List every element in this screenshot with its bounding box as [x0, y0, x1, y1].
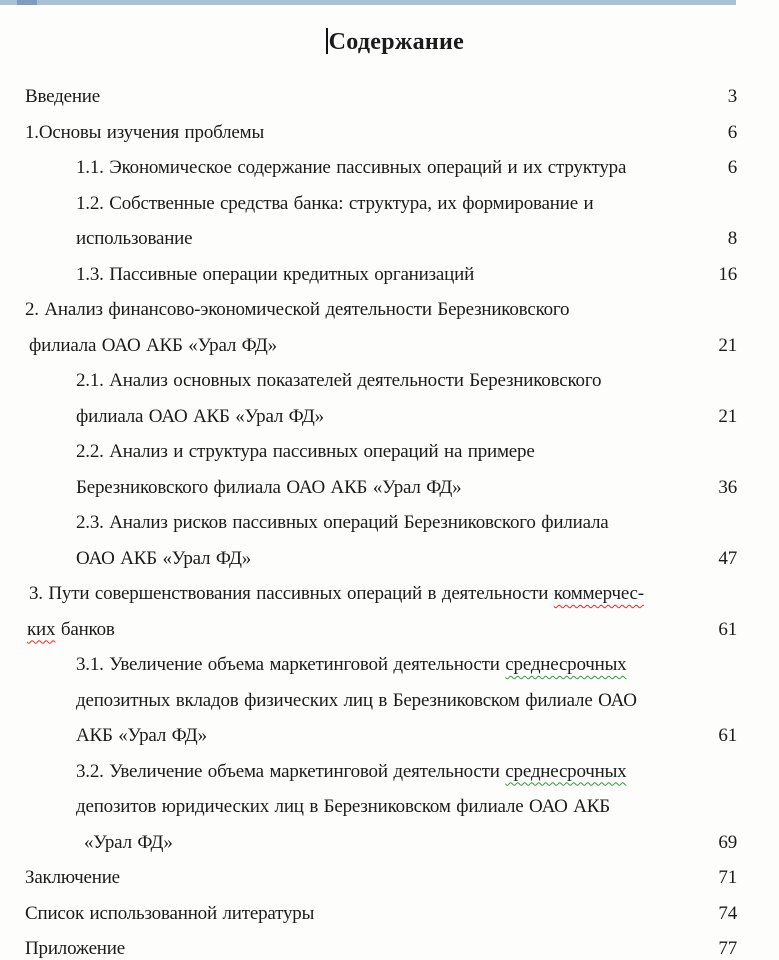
toc-line-text	[29, 583, 644, 604]
toc-line-text	[29, 335, 277, 356]
toc-line-text	[25, 867, 120, 888]
toc-line[interactable]	[0, 434, 779, 470]
toc-line[interactable]	[0, 647, 779, 683]
text-segment: «Урал ФД»	[84, 831, 173, 853]
toc-line[interactable]	[0, 754, 779, 790]
toc-line[interactable]	[0, 860, 779, 896]
text-segment: Березниковского филиала ОАО АКБ «Урал ФД»	[76, 476, 462, 498]
page-number: 71	[718, 867, 737, 888]
toc-line-text	[76, 228, 192, 249]
page-number: 6	[727, 121, 737, 143]
toc-line-text	[76, 796, 610, 817]
toc-line[interactable]	[0, 896, 779, 932]
text-segment: 3.2. Увеличение объема маркетинговой деятельности	[76, 760, 506, 782]
page-number: 47	[718, 547, 737, 569]
text-segment: 2.2. Анализ и структура пассивных операций на примере	[76, 441, 535, 462]
text-segment: использование	[76, 228, 193, 249]
text-segment: 2. Анализ финансово-экономической деятельности Березниковского	[25, 299, 570, 320]
toc-line-text	[25, 86, 100, 107]
toc-line-text	[76, 193, 593, 214]
page-number: 6	[727, 157, 737, 178]
toc-line[interactable]	[0, 576, 779, 612]
toc-line[interactable]	[0, 612, 779, 648]
text-segment: 1.2. Собственные средства банка: структура, их формирование и	[76, 192, 594, 214]
text-segment: ОАО АКБ «Урал ФД»	[76, 547, 252, 569]
page-number: 21	[718, 405, 737, 427]
toc-line[interactable]	[0, 683, 779, 719]
toc-line[interactable]	[0, 150, 779, 186]
toc-line[interactable]	[0, 931, 779, 960]
page-title: Содержание	[328, 29, 465, 55]
page-number: 77	[718, 938, 737, 959]
page-number: 61	[718, 618, 737, 640]
text-segment: филиала ОАО АКБ «Урал ФД»	[29, 334, 277, 356]
text-segment: банков	[55, 618, 115, 640]
text-segment: 1.Основы изучения проблемы	[25, 121, 265, 143]
toc-line[interactable]	[0, 363, 779, 399]
toc-line-text	[76, 761, 627, 782]
text-segment: 2.1. Анализ основных показателей деятельности Березниковского	[76, 370, 602, 391]
toc-line-text	[25, 299, 569, 320]
toc-line[interactable]	[0, 825, 779, 861]
spelling-squiggle-text: ких	[27, 618, 56, 640]
toc-line-text	[76, 264, 474, 285]
toc-line-text	[76, 406, 324, 427]
toc-line-text	[76, 157, 626, 178]
toc-line[interactable]	[0, 505, 779, 541]
document-title-row[interactable]	[0, 1, 779, 83]
page-number: 61	[718, 725, 737, 746]
toc-line[interactable]	[0, 328, 779, 364]
toc-list	[0, 79, 779, 960]
toc-line-text	[76, 512, 609, 533]
text-segment: 3.1. Увеличение объема маркетинговой деятельности	[76, 654, 506, 675]
text-segment: Заключение	[25, 867, 120, 888]
toc-line-text	[76, 370, 601, 391]
toc-line-text	[76, 690, 637, 711]
toc-line[interactable]	[0, 718, 779, 754]
toc-line-text	[76, 654, 627, 675]
toc-line-text	[76, 477, 461, 498]
grammar-squiggle-text: среднесрочных	[505, 760, 627, 782]
page-number: 21	[718, 334, 737, 356]
toc-line-text	[84, 832, 173, 853]
toc-line[interactable]	[0, 789, 779, 825]
toc-line[interactable]	[0, 399, 779, 435]
text-segment: Список использованной литературы	[25, 902, 315, 924]
toc-line[interactable]	[0, 221, 779, 257]
page-number: 16	[718, 263, 737, 285]
toc-line-text	[25, 903, 314, 924]
toc-line[interactable]	[0, 79, 779, 115]
page-number: 3	[727, 86, 737, 107]
grammar-squiggle-text: среднесрочных	[505, 654, 627, 675]
text-segment: депозитных вкладов физических лиц в Березниковском филиале ОАО	[76, 689, 637, 711]
toc-line[interactable]	[0, 257, 779, 293]
page-number: 74	[718, 902, 737, 924]
page-number: 69	[718, 831, 737, 853]
text-segment: АКБ «Урал ФД»	[76, 725, 207, 746]
page-number: 36	[718, 476, 737, 498]
text-segment: Приложение	[25, 938, 125, 959]
spelling-squiggle-text: коммерчес-	[553, 583, 644, 604]
text-segment: 2.3. Анализ рисков пассивных операций Березниковского филиала	[76, 512, 609, 533]
toc-line-text	[76, 441, 535, 462]
toc-line-text	[76, 548, 251, 569]
page-number: 8	[727, 228, 737, 249]
toc-line[interactable]	[0, 541, 779, 577]
toc-line[interactable]	[0, 292, 779, 328]
toc-line-text	[25, 938, 125, 959]
text-segment: депозитов юридических лиц в Березниковском филиале ОАО АКБ	[76, 796, 610, 817]
text-segment: филиала ОАО АКБ «Урал ФД»	[76, 405, 324, 427]
toc-line[interactable]	[0, 470, 779, 506]
toc-line[interactable]	[0, 115, 779, 151]
text-segment: 1.1. Экономическое содержание пассивных операций и их структура	[76, 157, 627, 178]
text-segment: Введение	[25, 86, 100, 107]
text-segment: 1.3. Пассивные операции кредитных организаций	[76, 263, 475, 285]
toc-line[interactable]	[0, 186, 779, 222]
toc-line-text	[27, 619, 115, 640]
toc-line-text	[25, 122, 264, 143]
toc-line-text	[76, 725, 207, 746]
text-segment: 3. Пути совершенствования пассивных операций в деятельности	[29, 583, 554, 604]
text-cursor	[326, 28, 328, 54]
